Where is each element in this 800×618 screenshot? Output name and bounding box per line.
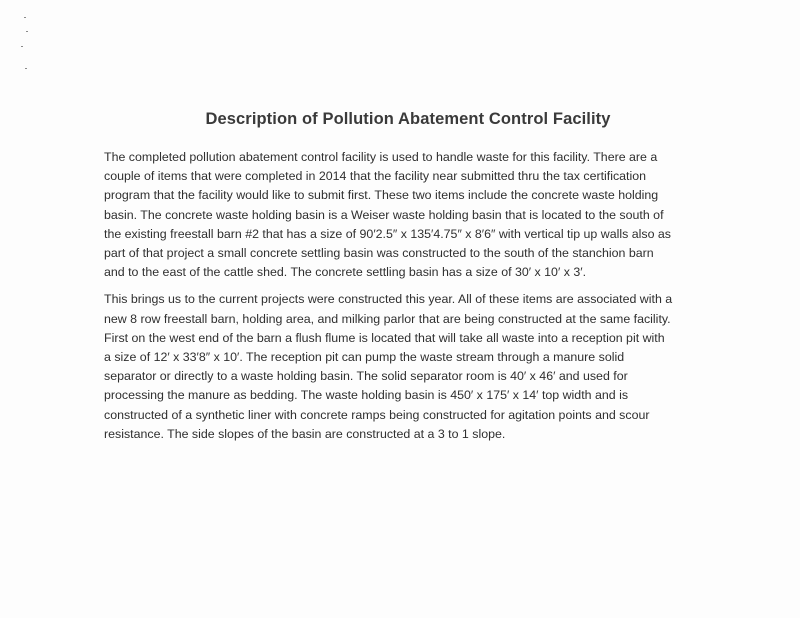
paragraph-1 (104, 148, 716, 282)
text-line: couple of items that were completed in 2014 that the facility near submitted thru the tax certification (104, 169, 647, 184)
document-body (104, 148, 716, 452)
scan-speck (25, 68, 27, 69)
text-line: and to the east of the cattle shed. The concrete settling basin has a size of 30′ x 10′ x 3′. (104, 265, 587, 280)
text-line: constructed of a synthetic liner with concrete ramps being constructed for agitation points and scour (104, 407, 650, 422)
scan-speck (26, 31, 28, 32)
text-line: processing the manure as bedding. The waste holding basin is 450′ x 175′ x 14′ top width and is (104, 388, 629, 403)
text-line: separator or directly to a waste holding basin. The solid separator room is 40′ x 46′ and used for (104, 369, 628, 384)
text-line: a size of 12′ x 33′8″ x 10′. The reception pit can pump the waste stream through a manure solid (104, 350, 625, 365)
text-line: basin. The concrete waste holding basin is a Weiser waste holding basin that is located to the south of (104, 207, 664, 222)
text-line: This brings us to the current projects were constructed this year. All of these items are associated with a (104, 292, 673, 307)
text-line: program that the facility would like to submit first. These two items include the concrete waste holding (104, 188, 659, 203)
paragraph-2 (104, 290, 716, 444)
text-line: resistance. The side slopes of the basin are constructed at a 3 to 1 slope. (104, 426, 506, 441)
text-line: the existing freestall barn #2 that has a size of 90′2.5″ x 135′4.75″ x 8′6″ with vertical tip up walls also as (104, 226, 672, 241)
scan-speck (24, 17, 26, 18)
text-line: The completed pollution abatement control facility is used to handle waste for this facility. There are a (104, 150, 658, 164)
text-line: First on the west end of the barn a flush flume is located that will take all waste into a reception pit with (104, 330, 665, 345)
text-line: new 8 row freestall barn, holding area, and milking parlor that are being constructed at the same facility. (104, 311, 671, 326)
text-line: part of that project a small concrete settling basin was constructed to the south of the stanchion barn (104, 246, 654, 261)
document-title: Description of Pollution Abatement Control Facility (205, 110, 611, 128)
scan-speck (21, 46, 23, 47)
